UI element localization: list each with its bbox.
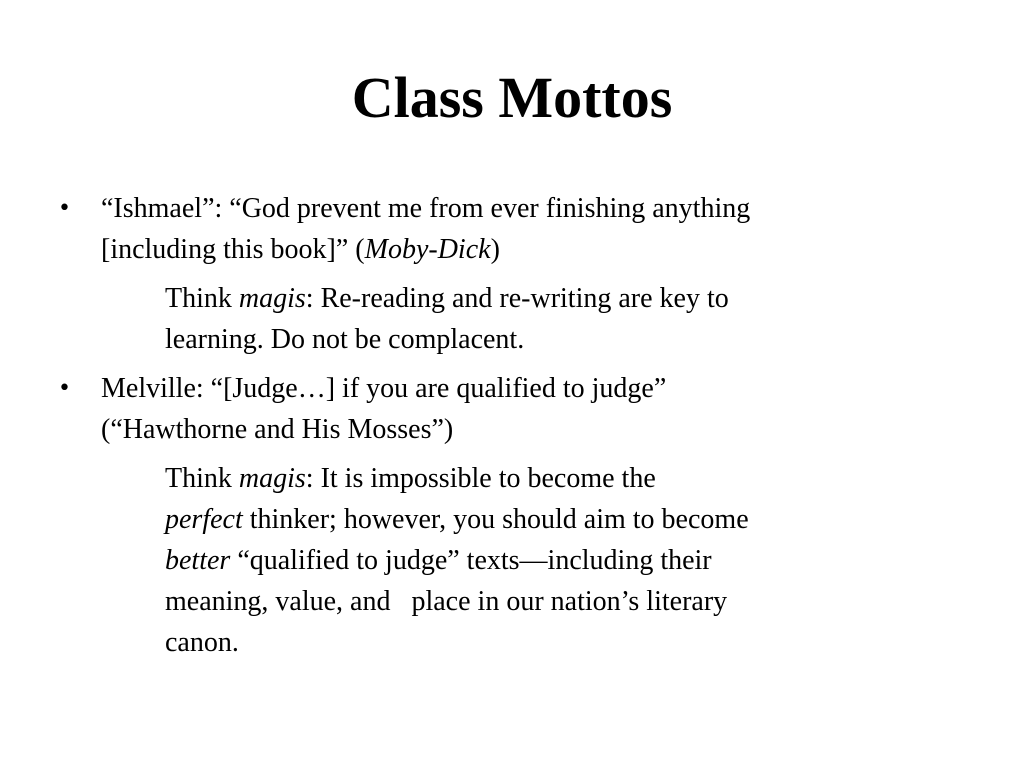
text-run: meaning, value, and place in our nation’s literary bbox=[165, 586, 728, 617]
text-run: “Ishmael”: “God prevent me from ever finishing anything bbox=[101, 193, 751, 224]
sub-line bbox=[165, 319, 958, 360]
italic-term: magis bbox=[238, 463, 306, 494]
slide-title: Class Mottos bbox=[351, 65, 673, 130]
sub-paragraph bbox=[58, 458, 958, 663]
text-run: canon. bbox=[165, 627, 239, 658]
bullet-line bbox=[101, 229, 958, 270]
text-run: Melville: “[Judge…] if you are qualified to judge” bbox=[101, 373, 667, 404]
italic-title: Moby-Dick bbox=[364, 234, 491, 265]
sub-line bbox=[165, 499, 958, 540]
italic-term: perfect bbox=[165, 504, 243, 535]
sub-line bbox=[165, 540, 958, 581]
text-run: thinker; however, you should aim to become bbox=[242, 504, 749, 535]
bullet-line bbox=[101, 188, 958, 229]
sub-line bbox=[165, 622, 958, 663]
text-run: [including this book]” ( bbox=[101, 234, 365, 265]
sub-paragraph bbox=[58, 278, 958, 360]
bullet-icon: • bbox=[58, 196, 71, 221]
text-run: Think bbox=[165, 463, 239, 494]
bullet-item bbox=[58, 368, 958, 450]
text-run: : It is impossible to become the bbox=[305, 463, 656, 494]
sub-line bbox=[165, 581, 958, 622]
text-run: : Re-reading and re-writing are key to bbox=[305, 283, 729, 314]
text-run: “qualified to judge” texts—including their bbox=[230, 545, 712, 576]
bullet-icon: • bbox=[58, 376, 71, 401]
bullet-line bbox=[101, 409, 958, 450]
bullet-line bbox=[101, 368, 958, 409]
text-run: ) bbox=[490, 234, 500, 265]
sub-line bbox=[165, 278, 958, 319]
italic-term: better bbox=[165, 545, 231, 576]
italic-term: magis bbox=[238, 283, 306, 314]
slide-body bbox=[58, 188, 958, 671]
text-run: Think bbox=[165, 283, 239, 314]
text-run: (“Hawthorne and His Mosses”) bbox=[101, 414, 454, 445]
text-run: learning. Do not be complacent. bbox=[165, 324, 525, 355]
bullet-item bbox=[58, 188, 958, 270]
sub-line bbox=[165, 458, 958, 499]
